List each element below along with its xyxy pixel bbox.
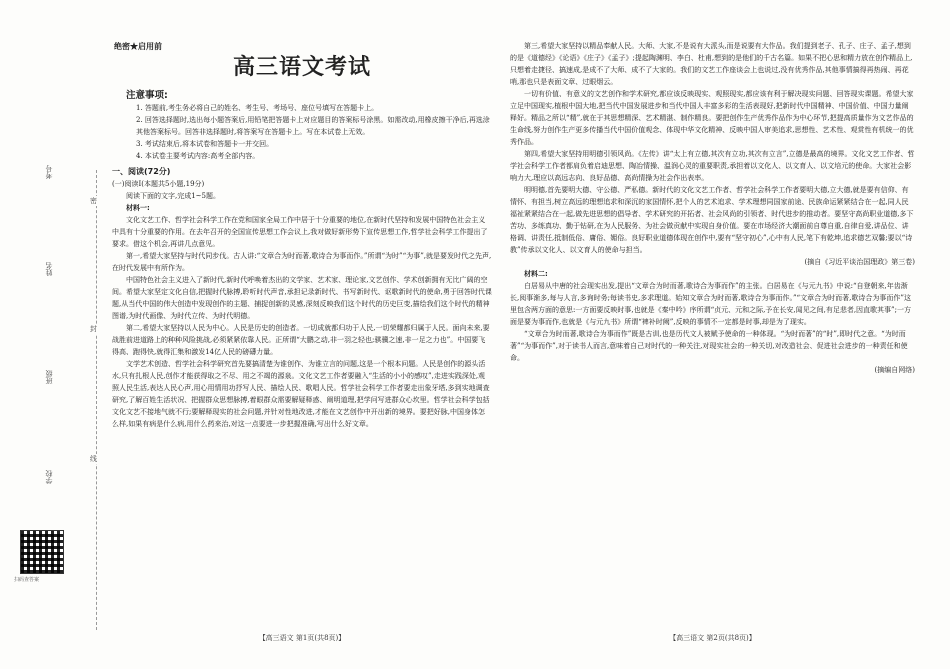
notes-list — [136, 102, 492, 162]
secret-label: 绝密★启用前 — [114, 41, 162, 51]
instruction: 阅读下面的文字,完成1~5题。 — [126, 192, 220, 200]
name-label: 姓名 — [45, 262, 53, 276]
paragraph: 明明德,首先要明大德、守公德、严私德。新时代的文化文艺工作者、哲学社会科学工作者要明大德,立大德,就是要有信仰、有情怀、有担当,树立高远的理想追求和深沉的家国情怀,把个人的艺术追求、学术理想同国家前途、民族命运紧紧结合在一起,同人民福祉紧紧结合在一起,做先进思想的倡导者、学术研究的开拓者、社会风尚的引领者、时代进步的推动者。要坚守高尚职业道德,多下苦功、多练真功、勤于钻研,在为人民服务、为社会做贡献中实现自身价值。要在市场经济大潮面前自尊自重,自律自爱,讲品位、讲格调、讲责任,抵制低俗、庸俗、媚俗。良好职业道德体现在创作中,要有“坚守初心”,心中有人民,笔下有乾坤,追求德艺双馨;要以“诗教”传承以文化人、以文育人的使命与担当。 — [510, 186, 914, 254]
section-heading: 一、阅读(72分) — [112, 167, 171, 176]
paragraph: 文化文艺工作、哲学社会科学工作在党和国家全局工作中居于十分重要的地位,在新时代坚持和发展中国特色社会主义中具有十分重要的作用。在去年召开的全国宣传思想工作会议上,我对做好新形势下宣传思想工作,哲学社会科学工作提出了要求。借这个机会,再讲几点意见。 — [112, 216, 488, 248]
paragraph: 白居易从中唐的社会现实出发,提出“文章合为时而著,歌诗合为事而作”的主张。白居易在《与元九书》中说:“自登朝来,年齿渐长,阅事渐多,每与人言,多询时务;每读书史,多求理道。始知文章合为时而著,歌诗合为事而作。”“文章合为时而著,歌诗合为事而作”这里包含两方面的意思:一方面要反映时事,也就是《秦中吟》序所谓“贞元、元和之际,予在长安,闻见之间,有足悲者,因直歌其事”;一方面是要为事而作,也就是《与元九书》所谓“裨补时阙”,反映的事情不一定都是时事,却是为了现实。 — [510, 282, 911, 326]
note-item: 2. 回答选择题时,选出每小题答案后,用铅笔把答题卡上对应题目的答案标号涂黑。如需改动,用橡皮擦干净后,再选涂其他答案标号。回答非选择题时,将答案写在答题卡上。写在本试卷上无效。 — [136, 116, 490, 136]
seal-mark: 密 — [90, 197, 97, 205]
exam-number-label: 考号 — [45, 165, 53, 179]
paragraph: 一切有价值、有意义的文艺创作和学术研究,都应该反映现实、观照现实,都应该有利于解决现实问题、回答现实课题。希望大家立足中国现实,植根中国大地,把当代中国发展进步和当代中国人丰富多彩的生活表现好,把新时代中国精神、中国价值、中国力量阐释好。精品之所以“精”,就在于其思想精深、艺术精湛、制作精良。要把创作生产优秀作品作为中心环节,把提高质量作为文艺作品的生命线,努力创作生产更多传播当代中国价值观念、体现中华文化精神、反映中国人审美追求,思想性、艺术性、观赏性有机统一的优秀作品。 — [510, 90, 914, 146]
qr-code-icon — [20, 530, 64, 574]
note-item: 1. 答题前,考生务必将自己的姓名、考生号、考场号、座位号填写在答题卡上。 — [136, 104, 379, 112]
page-footer-left: 【高三语文 第1页(共8页)】 — [258, 634, 346, 642]
fold-mark: 封 — [90, 325, 97, 333]
right-page — [510, 40, 915, 650]
paragraph: 文学艺术创造、哲学社会科学研究首先要搞清楚为谁创作、为谁立言的问题,这是一个根本问题。人民是创作的源头活水,只有扎根人民,创作才能获得取之不尽、用之不竭的源泉。文化文艺工作者要融入“生活的小小的感叹”,走进实践深处,观照人民生活,表达人民心声,用心用情用功抒写人民、描绘人民、歌唱人民。哲学社会科学工作者要走出象牙塔,多到实地调查研究,了解百姓生活状况、把握群众思想脉搏,着眼群众需要解疑释惑、阐明道理,把学问写进群众心坎里。哲学社会科学包括文化文艺不接地气就不行;要解释现实的社会问题,并针对性地改进,才能在文艺创作中开出新的境界。要把好脉,中国身体怎么样,如果有病是什么病,用什么药来治,对这一点要进一步把握准确,写出什么好文章。 — [112, 360, 490, 428]
paragraph: 第一,希望大家坚持与时代同步伐。古人讲:“文章合为时而著,歌诗合为事而作。”所谓“为时”“为事”,就是要发时代之先声,在时代发展中有所作为。 — [112, 252, 492, 272]
binding-dashed-line — [96, 170, 97, 630]
line-mark: 线 — [90, 455, 97, 463]
page-footer-right: 【高三语文 第2页(共8页)】 — [669, 634, 756, 642]
paragraph: 第三,希望大家坚持以精品奉献人民。大师、大家,不是说有大派头,而是说要有大作品。我们提到老子、孔子、庄子、孟子,想到的是《道德经》《论语》《庄子》《孟子》;提起陶渊明、李白、杜甫,想到的是他们的千古名篇。如果不把心思和精力放在创作精品上,只想着走捷径、搞速成,是成不了大师、成不了大家的。我们的文艺工作座谈会上也说过,没有优秀作品,其他事情搞得再热闹、再花哨,那也只是表面文章、过眼烟云。 — [510, 42, 913, 86]
material1-label: 材料一: — [126, 204, 150, 212]
section-sub: (一)阅读Ⅰ(本题共5小题,19分) — [112, 180, 205, 188]
exam-title: 高三语文考试 — [232, 55, 371, 80]
paragraph: 第二,希望大家坚持以人民为中心。人民是历史的创造者。一切成就都归功于人民,一切荣耀都归属于人民。面向未来,要战胜前进道路上的种种风险挑战,必须紧紧依靠人民。正所谓“大鹏之动,非一羽之轻也;骐骥之速,非一足之力也”。中国要飞得高、跑得快,就得汇集和激发14亿人民的磅礴力量。 — [112, 324, 490, 356]
paragraph: 中国特色社会主义进入了新时代,新时代呼唤着杰出的文学家、艺术家、理论家,文艺创作、学术创新拥有无比广阔的空间。希望大家坚定文化自信,把握时代脉搏,聆听时代声音,承担记录新时代、书写新时代、讴歌新时代的使命,勇于回答时代课题,从当代中国的伟大创造中发现创作的主题、捕捉创新的灵感,深刻反映我们这个时代的历史巨变,描绘我们这个时代的精神图谱,为时代画像、为时代立传、为时代明德。 — [112, 276, 492, 320]
class-label: 班级 — [45, 370, 53, 384]
source-note: (摘自《习近平谈治国理政》第三卷) — [804, 258, 915, 266]
binding-margin — [0, 0, 108, 669]
qr-caption: 扫码查答案 — [14, 577, 40, 583]
note-item: 3. 考试结束后,将本试卷和答题卡一并交回。 — [136, 140, 274, 148]
source-note: (摘编自网络) — [874, 366, 915, 374]
school-label: 学校 — [45, 470, 53, 484]
notes-heading: 注意事项: — [126, 90, 168, 101]
left-page — [112, 40, 492, 650]
paragraph: 第四,希望大家坚持用明德引领风尚。《左传》讲“太上有立德,其次有立功,其次有立言”,立德是最高的境界。文化文艺工作者、哲学社会科学工作者都肩负着启迪思想、陶冶情操、温润心灵的重要职责,承担着以文化人、以文育人、以文培元的使命。大家社会影响力大,理应以高远志向、良好品德、高尚情操为社会作出表率。 — [510, 150, 915, 182]
material2-label: 材料二: — [524, 270, 548, 278]
paragraph: “文章合为时而著,歌诗合为事而作”既是古训,也是历代文人被赋予使命的一种体现。“为时而著”的“时”,即时代之意。“为时而著”“为事而作”,对于读书人而言,意味着自己对时代的一种关注,对现实社会的一种关切,对改造社会、促进社会进步的一种责任和使命。 — [510, 330, 908, 362]
note-item: 4. 本试卷主要考试内容:高考全部内容。 — [136, 152, 260, 160]
